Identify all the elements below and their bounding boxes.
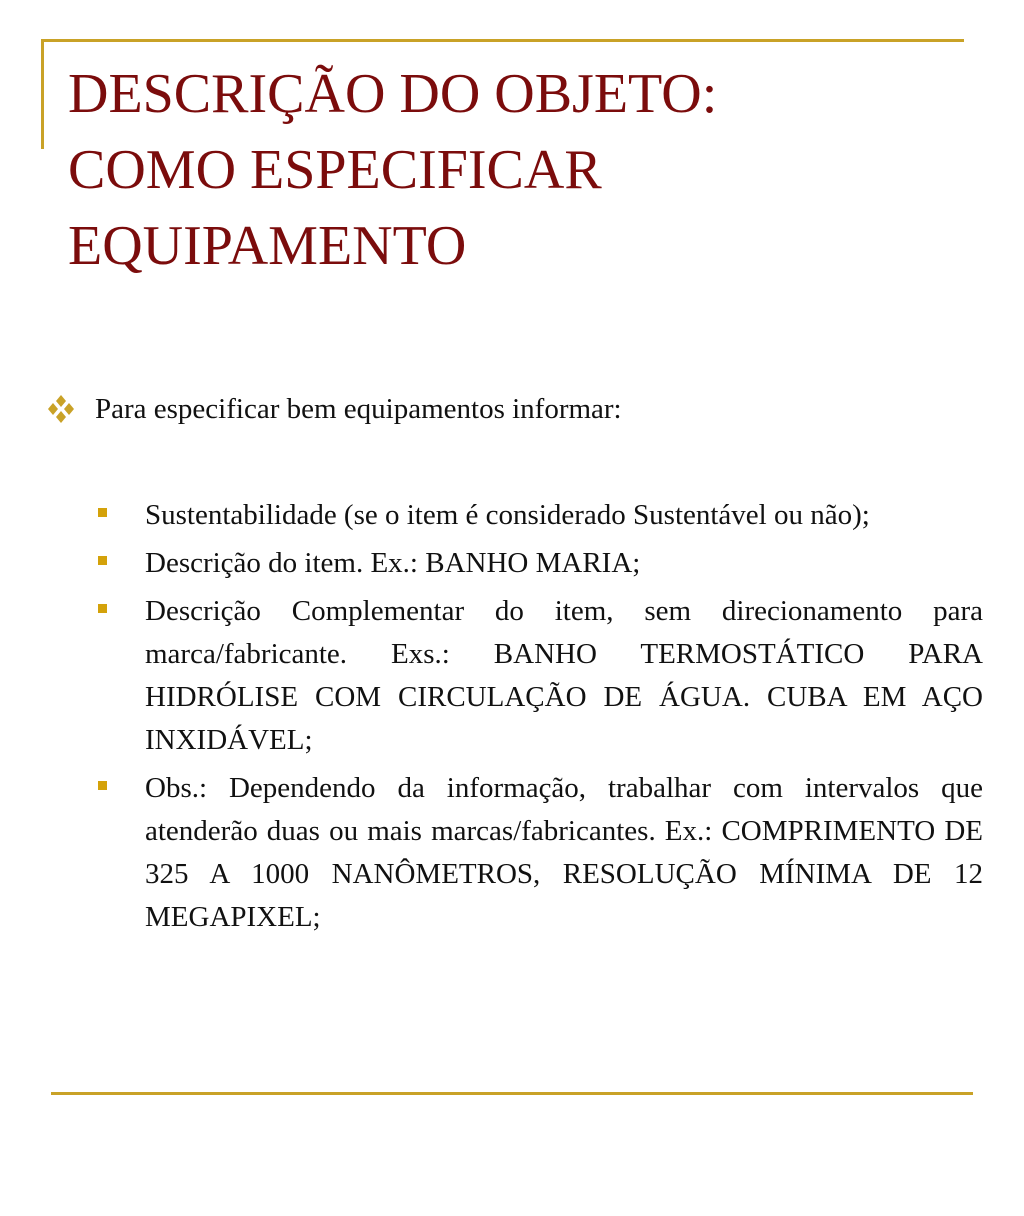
lead-text: Para especificar bem equipamentos informar:	[95, 393, 622, 425]
list-item-text: Descrição do item. Ex.: BANHO MARIA;	[145, 547, 641, 579]
square-bullet-icon	[98, 508, 107, 517]
bullet-list	[97, 494, 983, 944]
slide-title	[68, 56, 968, 284]
list-item-text: Obs.: Dependendo da informação, trabalhar com intervalos que atenderão duas ou mais marcas/fabricantes. Ex.: COMPRIMENTO DE 325 A 1000 NANÔMETROS, RESOLUÇÃO MÍNIMA DE 12 MEGAPIXEL;	[145, 772, 983, 933]
title-line-3: EQUIPAMENTO	[68, 215, 467, 277]
left-frame-line	[41, 39, 44, 149]
four-diamond-icon	[45, 390, 77, 428]
list-item-text: Sustentabilidade (se o item é considerado Sustentável ou não);	[145, 499, 870, 531]
list-item	[97, 590, 983, 762]
title-line-2: COMO ESPECIFICAR	[68, 139, 602, 201]
list-item	[97, 494, 983, 537]
list-item-text: Descrição Complementar do item, sem direcionamento para marca/fabricante. Exs.: BANHO TERMOSTÁTICO PARA HIDRÓLISE COM CIRCULAÇÃO DE ÁGUA. CUBA EM AÇO INXIDÁVEL;	[145, 595, 983, 756]
square-bullet-icon	[98, 781, 107, 790]
title-line-1: DESCRIÇÃO DO OBJETO:	[68, 63, 718, 125]
square-bullet-icon	[98, 604, 107, 613]
list-item	[97, 542, 983, 585]
square-bullet-icon	[98, 556, 107, 565]
bottom-divider	[51, 1092, 973, 1095]
list-item	[97, 767, 983, 939]
top-frame-line	[41, 39, 964, 42]
